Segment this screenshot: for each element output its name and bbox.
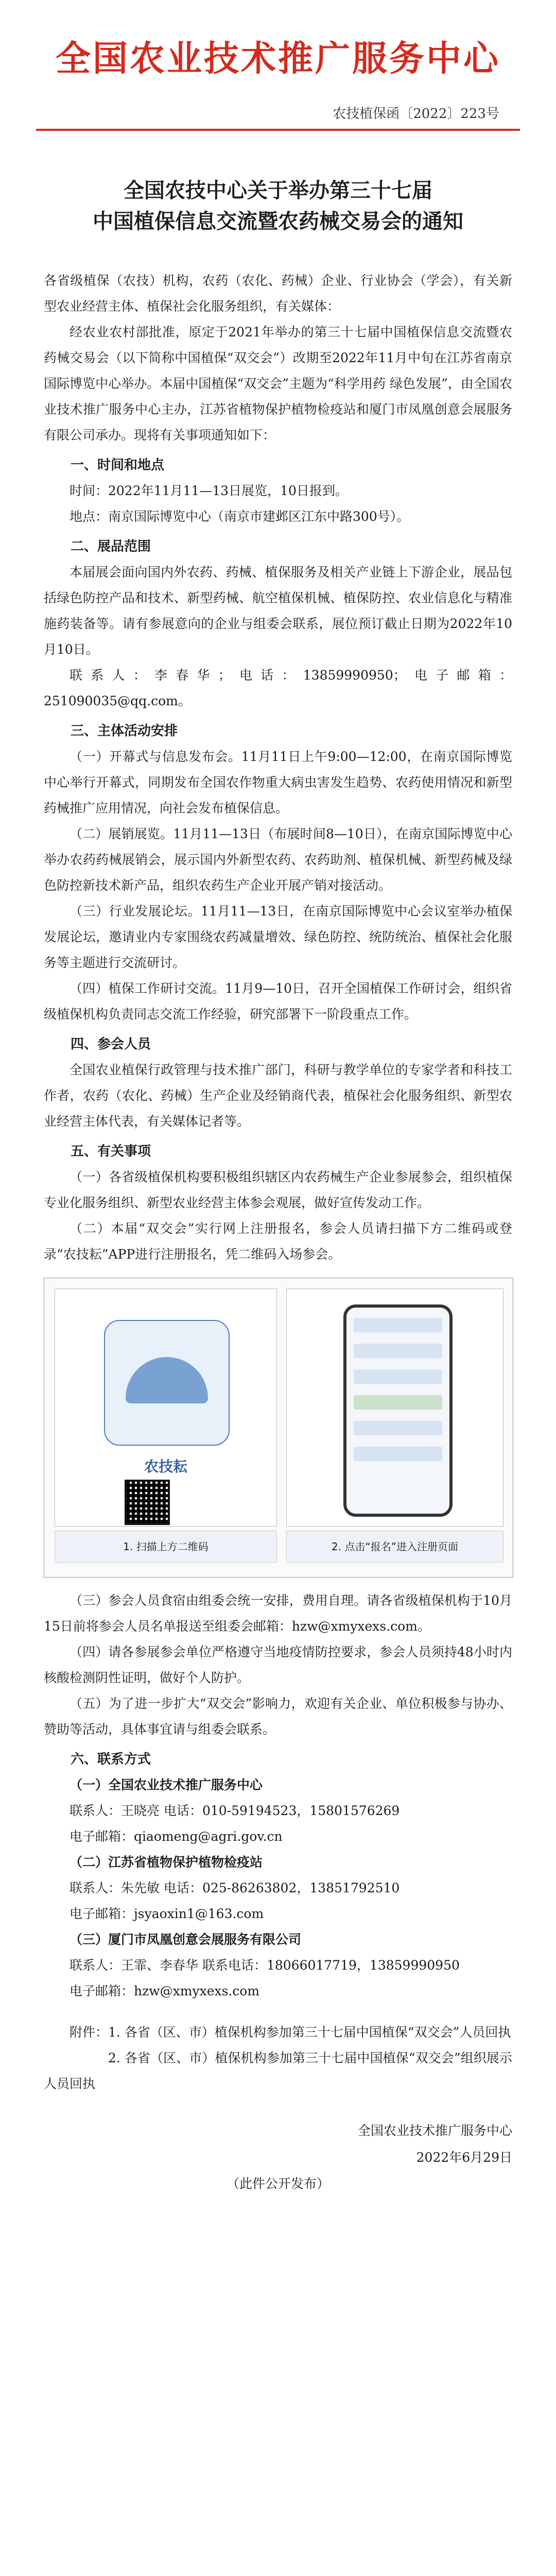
phone-screenshot-panel <box>286 1289 503 1527</box>
phone-ui-bar <box>354 1421 442 1435</box>
section-2-heading: 二、展品范围 <box>71 539 151 554</box>
section-5-item-4: （四）请各参展参会单位严格遵守当地疫情防控要求，参会人员须持48小时内核酸检测阴性证明，做好个人防护。 <box>44 1645 512 1685</box>
document-number: 农技植保函〔2022〕223号 <box>333 106 499 122</box>
phone-screen-icon <box>343 1304 453 1517</box>
section-1-heading: 一、时间和地点 <box>71 457 165 473</box>
section-6-heading: 六、联系方式 <box>71 1752 151 1767</box>
phone-ui-bar <box>354 1318 442 1332</box>
contact-2-org: （二）江苏省植物保护植物检疫站 <box>70 1855 263 1870</box>
contact-3-org: （三）厦门市凤凰创意会展服务有限公司 <box>70 1932 302 1947</box>
phone-ui-bar <box>354 1344 442 1358</box>
phone-register-button-icon <box>354 1395 442 1410</box>
notice-title <box>0 175 556 237</box>
qr-code-icon[interactable] <box>125 1480 170 1525</box>
app-logo-icon <box>104 1320 230 1446</box>
section-3-item-3: （三）行业发展论坛。11月11—13日，在南京国际博览中心会议室举办植保发展论坛，邀请业内专家围绕农药减量增效、绿色防控、统防统治、植保社会化服务等主题进行交流研讨。 <box>44 904 512 970</box>
section-1-place: 地点：南京国际博览中心（南京市建邺区江东中路300号）。 <box>70 509 410 524</box>
app-promo-panel <box>55 1289 277 1527</box>
section-2-text: 本届展会面向国内外农药、药械、植保服务及相关产业链上下游企业，展品包括绿色防控产品和技术、新型药械、航空植保机械、植保防控、农业信息化与精准施药装备等。请有参展意向的企业与组委会联系，展位预订截止日期为2022年10月10日。 <box>44 565 512 657</box>
section-5-item-1: （一）各省级植保机构要积极组织辖区内农药械生产企业参展参会，组织植保专业化服务组织、新型农业经营主体参会观展，做好宣传发动工作。 <box>44 1170 512 1210</box>
contact-2-detail: 联系人：朱先敏 电话：025-86263802，13851792510 <box>70 1880 400 1895</box>
section-3-item-1: （一）开幕式与信息发布会。11月11日上午9:00—12:00，在南京国际博览中心举行开幕式，同期发布全国农作物重大病虫害发生趋势、农药使用情况和新型药械推广应用情况，向社会发布植保信息。 <box>44 749 512 816</box>
attachment-2: 2. 各省（区、市）植保机构参加第三十七届中国植保“双交会”组织展示人员回执 <box>44 2050 512 2091</box>
app-name: 农技耘 <box>144 1458 187 1475</box>
contact-3-detail: 联系人：王霏、李春华 联系电话：18066017719，13859990950 <box>70 1958 460 1973</box>
phone-ui-bar <box>354 1447 442 1461</box>
section-4-heading: 四、参会人员 <box>71 1037 151 1052</box>
intro-paragraph: 经农业农村部批准，原定于2021年举办的第三十七届中国植保信息交流暨农药械交易会（以下简称中国植保“双交会”）改期至2022年11月中旬在江苏省南京国际博览中心举办。本届中国植保“双交会”主题为“科学用药 绿色发展”，由全国农业技术推广服务中心主办，江苏省植物保护植物检疫站和厦门市凤凰创意会展服务有限公司承办。现将有关事项通知如下： <box>44 325 512 443</box>
contact-1-email: 电子邮箱：qiaomeng@agri.gov.cn <box>70 1829 283 1844</box>
section-3-heading: 三、主体活动安排 <box>71 723 178 739</box>
registration-step-1: 1. 扫描上方二维码 <box>55 1531 277 1563</box>
signature-date: 2022年6月29日 <box>416 2150 512 2165</box>
section-5-heading: 五、有关事项 <box>71 1144 151 1159</box>
registration-guide-figure <box>44 1278 513 1578</box>
attachment-1: 附件：1. 各省（区、市）植保机构参加第三十七届中国植保“双交会”人员回执 <box>70 2025 511 2040</box>
section-1-time: 时间：2022年11月11—13日展览，10日报到。 <box>70 483 348 498</box>
contact-3-email: 电子邮箱：hzw@xmyxexs.com <box>70 1984 260 1998</box>
registration-step-2: 2. 点击“报名”进入注册页面 <box>286 1531 503 1563</box>
section-3-item-4: （四）植保工作研讨交流。11月9—10日，召开全国植保工作研讨会，组织省级植保机构负责同志交流工作经验，研究部署下一阶段重点工作。 <box>44 981 512 1022</box>
notice-title-line-1: 全国农技中心关于举办第三十七届 <box>124 178 432 202</box>
issuing-organization-title: 全国农业技术推广服务中心 <box>55 39 500 79</box>
header-red-rule <box>36 129 520 131</box>
app-logo-cloud-icon <box>126 1357 208 1403</box>
addressee: 各省级植保（农技）机构，农药（农化、药械）企业、行业协会（学会），有关新型农业经营主体、植保社会化服务组织，有关媒体： <box>44 273 512 314</box>
section-5-item-5: （五）为了进一步扩大“双交会”影响力，欢迎有关企业、单位积极参与协办、赞助等活动，具体事宜请与组委会联系。 <box>44 1696 512 1737</box>
section-4-text: 全国农业植保行政管理与技术推广部门，科研与教学单位的专家学者和科技工作者，农药（农化、药械）生产企业及经销商代表，植保社会化服务组织、新型农业经营主体代表，有关媒体记者等。 <box>44 1062 512 1129</box>
section-2-contact: 联系人：李春华；电话：13859990950；电子邮箱：251090035@qq.com。 <box>44 668 512 708</box>
section-5-item-2: （二）本届“双交会”实行网上注册报名，参会人员请扫描下方二维码或登录“农技耘”APP进行注册报名，凭二维码入场参会。 <box>44 1221 512 1262</box>
section-3-item-2: （二）展销展览。11月11—13日（布展时间8—10日），在南京国际博览中心举办农药药械展销会，展示国内外新型农药、农药助剂、植保机械、新型药械及绿色防控新技术新产品，组织农药生产企业开展产销对接活动。 <box>44 826 512 893</box>
section-5-item-3: （三）参会人员食宿由组委会统一安排，费用自理。请各省级植保机构于10月15日前将参会人员名单报送至组委会邮箱：hzw@xmyxexs.com。 <box>44 1593 512 1634</box>
notice-title-line-2: 中国植保信息交流暨农药械交易会的通知 <box>93 209 463 233</box>
signature-organization: 全国农业技术推广服务中心 <box>357 2123 512 2138</box>
contact-2-email: 电子邮箱：jsyaoxin1@163.com <box>70 1906 264 1921</box>
signature-block <box>44 2117 512 2171</box>
open-release-note: （此件公开发布） <box>226 2176 329 2191</box>
phone-ui-bar <box>354 1369 442 1384</box>
contact-1-detail: 联系人：王晓亮 电话：010-59194523，15801576269 <box>70 1803 400 1818</box>
notice-body <box>44 268 512 2197</box>
contact-1-org: （一）全国农业技术推广服务中心 <box>70 1777 263 1792</box>
